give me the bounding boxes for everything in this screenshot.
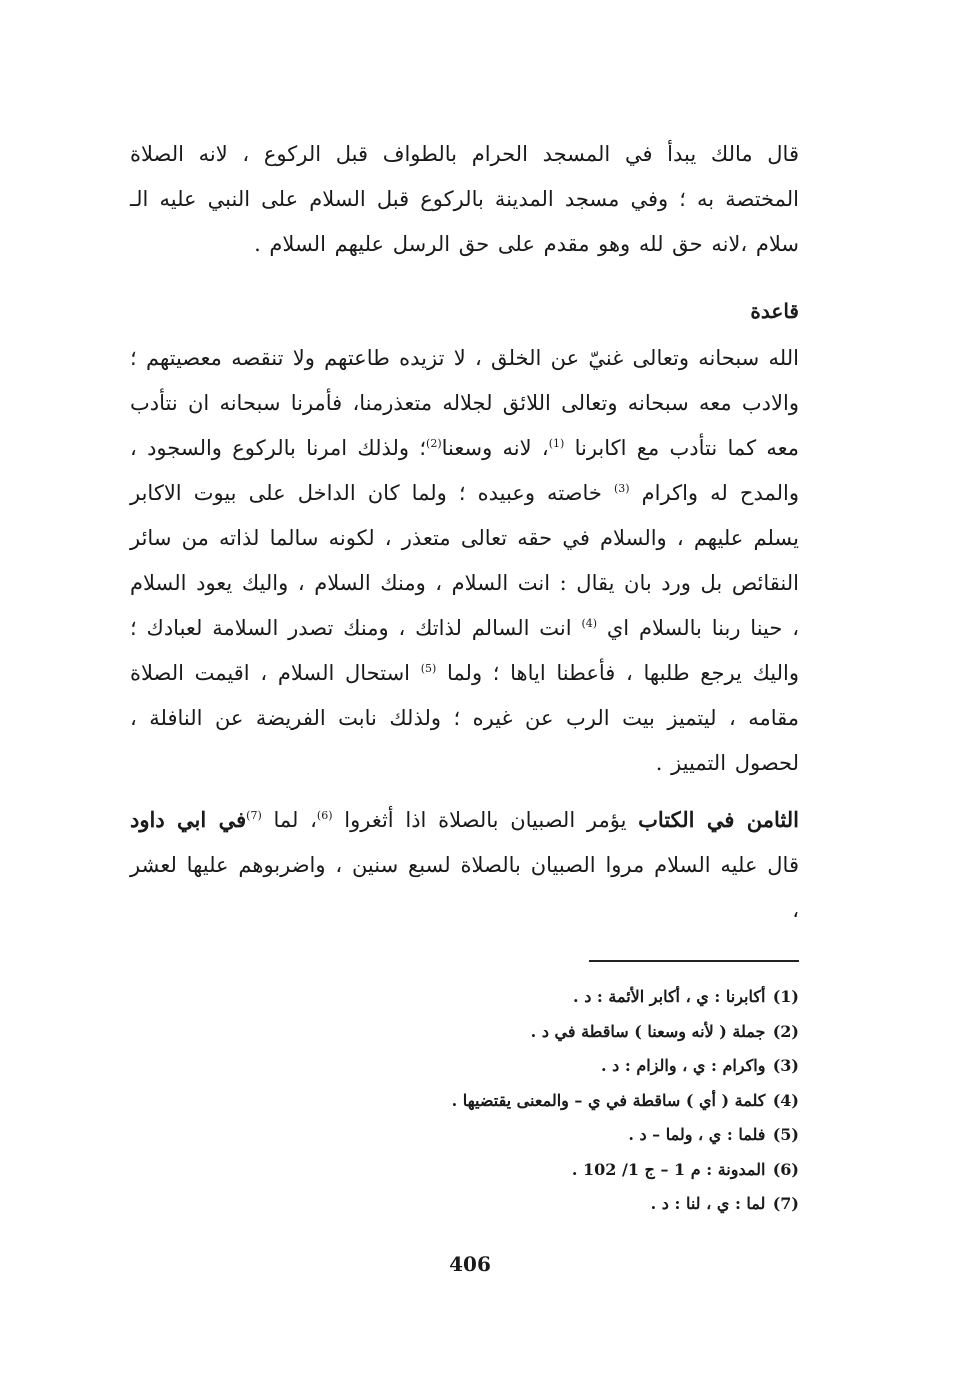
footnote-text: فلما : ي ، ولما – د . <box>628 1125 766 1144</box>
text-segment: يؤمر الصبيان بالصلاة اذا أثغروا <box>344 808 627 832</box>
footnote-ref-7: (7) <box>246 809 262 822</box>
footnotes-list <box>199 980 799 1222</box>
footnote-text: المدونة : م 1 – ج 1/ 102 . <box>571 1159 766 1179</box>
footnote-number: (7) <box>772 1194 799 1213</box>
footnote-ref-5: (5) <box>420 662 437 675</box>
footnote-number: (2) <box>772 1021 799 1041</box>
footnote-divider <box>589 960 799 962</box>
footnote-item <box>199 1084 799 1119</box>
footnote-ref-1: (1) <box>548 437 565 450</box>
footnote-item <box>199 1049 799 1084</box>
footnote-number: (5) <box>772 1125 799 1144</box>
footnote-number: (6) <box>772 1159 799 1179</box>
footnote-ref-3: (3) <box>613 482 630 495</box>
bold-source: في ابي داود <box>130 807 247 832</box>
footnote-text: واكرام : ي ، والزام : د . <box>601 1056 766 1075</box>
text-segment: ، لما <box>273 808 317 832</box>
page-number: 406 <box>449 1252 491 1276</box>
footnote-number: (4) <box>772 1090 799 1110</box>
footnote-text: لما : ي ، لنا : د . <box>650 1194 766 1213</box>
section-heading: قاعدة <box>750 299 799 323</box>
footnote-number: (3) <box>772 1056 799 1075</box>
footnote-item <box>199 1118 799 1153</box>
text-segment: الله سبحانه وتعالى غنيّ عن الخلق ، لا تزيده طاعتهم ولا تنقصه معصيتهم ؛ والادب معه سبحانه وتعالى اللائق لجلاله متعذرمنا، فأمرنا سبحانه ان نتأدب معه كما نتأدب مع اكابرنا <box>130 346 800 460</box>
text-segment: خاصته وعبيده ؛ ولما كان الداخل على بيوت الاكابر يسلم عليهم ، والسلام في حقه تعالى متعذر ، لكونه سالما لذاته من سائر النقائص بل ورد بان يقال : انت السلام ، ومنك السلام ، واليك يعود السلام ، حينا ربنا بالسلام اي <box>130 481 799 640</box>
bold-lead: الثامن في الكتاب <box>638 807 799 832</box>
footnote-item <box>199 980 799 1015</box>
footnote-ref-2: (2) <box>426 437 442 450</box>
text-segment: ، لانه وسعنا <box>441 436 549 460</box>
paragraph-1: قال مالك يبدأ في المسجد الحرام بالطواف قبل الركوع ، لانه الصلاة المختصة به ؛ وفي مسجد المدينة بالركوع قبل السلام على النبي عليه الـ سلام ،لانه حق لله وهو مقدم على حق الرسل عليهم السلام . <box>130 142 799 256</box>
text-segment: استحال السلام ، اقيمت الصلاة مقامه ، ليتميز بيت الرب عن غيره ؛ ولذلك نابت الفريضة عن النافلة ، لحصول التمييز . <box>130 661 799 775</box>
text-segment: انت السالم لذاتك ، ومنك تصدر السلامة لعبادك ؛ واليك يرجع طلبها ، فأعطنا اياها ؛ ولما <box>130 616 799 685</box>
footnote-ref-4: (4) <box>581 617 598 630</box>
text-segment: قال عليه السلام مروا الصبيان بالصلاة لسبع سنين ، واضربوهم عليها لعشر ، <box>130 853 799 922</box>
footnote-text: جملة ( لأنه وسعنا ) ساقطة في د . <box>530 1021 766 1041</box>
footnote-item <box>199 1015 799 1050</box>
footnote-text: كلمة ( أي ) ساقطة في ي – والمعنى يقتضيها . <box>451 1090 766 1110</box>
footnote-ref-6: (6) <box>316 809 333 822</box>
text-segment: ؛ ولذلك امرنا بالركوع والسجود ، والمدح له واكرام <box>130 436 799 505</box>
footnote-number: (1) <box>772 987 799 1006</box>
paragraph-2 <box>130 336 799 786</box>
footnote-text: أكابرنا : ي ، أكابر الأئمة : د . <box>573 987 766 1006</box>
footnote-item <box>199 1153 799 1188</box>
footnote-item <box>199 1187 799 1222</box>
paragraph-3 <box>130 797 799 933</box>
